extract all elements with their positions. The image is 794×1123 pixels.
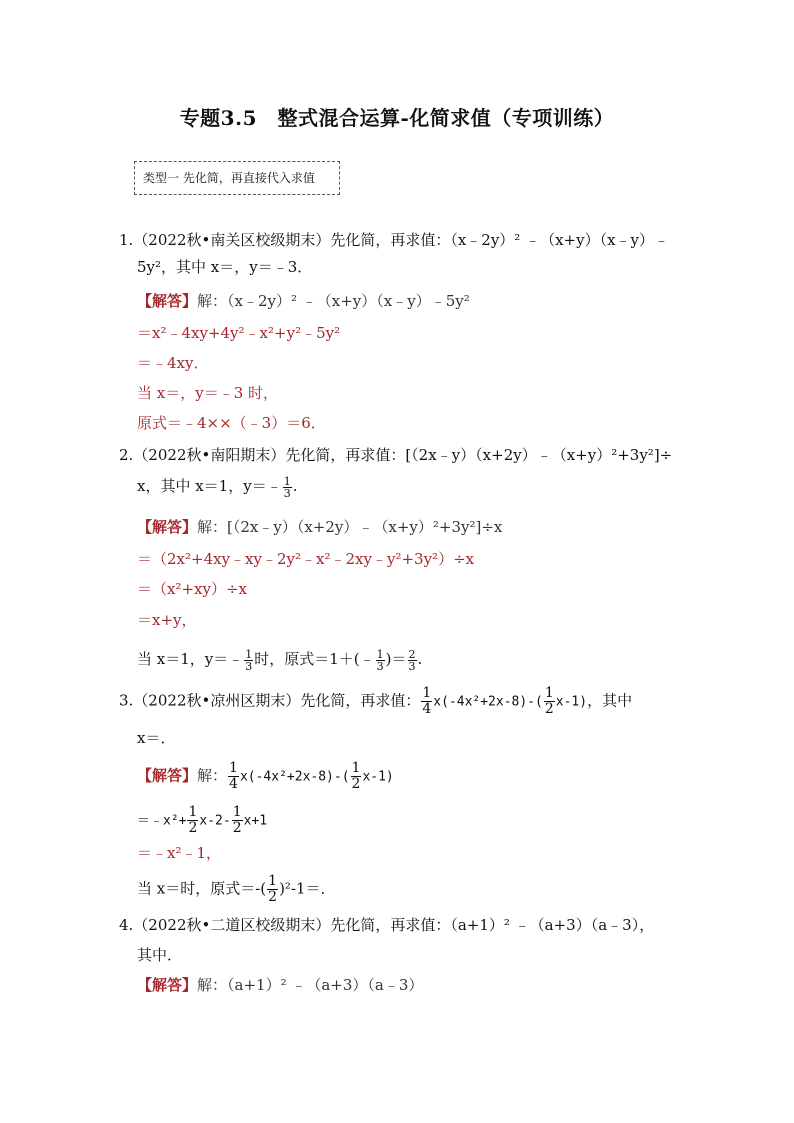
a3-text-b: x-2- [199,813,231,829]
question-2-line-2 [137,475,298,499]
a3-expr-b: x-1) [362,769,394,785]
q3-text-a: 3.（2022秋•凉州区期末）先化简，再求值： [119,691,421,710]
answer-3-line-2 [137,805,267,836]
a3-expr-a: x(-4x²+2x-8)-( [239,769,350,785]
answer-2-line-4: ＝x+y， [137,611,197,629]
question-1-line-2: 5y²，其中 x＝，y＝﹣3． [137,258,313,276]
answer-label: 【解答】 [137,518,198,536]
answer-2-line-1 [137,516,502,538]
fraction: $\frac{1}{3}$ [245,647,253,673]
answer-2-line-5 [137,648,422,672]
fraction: $\frac{1}{2}$ [232,804,242,836]
answer-1-line-5: 原式＝﹣4××（﹣3）＝6． [137,414,326,432]
answer-text: 解： [197,766,228,785]
q3-expr-b: x-1) [555,694,588,710]
a3-text-c: x+1 [243,813,268,829]
question-3-line-2: x＝． [137,729,176,747]
a2-text-c: )＝ [385,650,407,668]
fraction: $\frac{1}{2}$ [544,685,554,717]
page-title: 专题3.5 整式混合运算-化简求值（专项训练） [179,106,615,130]
fraction: $\frac{1}{2}$ [351,760,361,792]
answer-label: 【解答】 [137,292,198,310]
answer-label: 【解答】 [137,976,198,994]
question-1-line-1: 1.（2022秋•南关区校级期末）先化简，再求值：（x﹣2y）² ﹣（x+y）（x﹣y）﹣ [119,231,670,249]
question-3-line-1 [119,686,632,717]
a3-text-d: 当 x＝时，原式＝-( [137,879,267,898]
section-type-box: 类型一 先化简，再直接代入求值 [134,161,340,195]
answer-text: 解：[（2x﹣y）（x+2y）﹣（x+y）²+3y²]÷x [197,518,503,536]
a3-text-a: ＝﹣x²+ [137,813,187,829]
a2-text-b: 时，原式＝1＋(﹣ [254,650,375,668]
answer-1-line-4: 当 x＝，y＝﹣3 时， [137,384,279,402]
answer-3-line-3: ＝﹣x²﹣1， [137,844,222,862]
fraction: $\frac{1}{4}$ [422,685,432,717]
question-2-line-1: 2.（2022秋•南阳期末）先化简，再求值：[（2x﹣y）（x+2y）﹣（x+y）²+3y²]÷ [119,446,673,464]
a3-text-e: )²-1＝． [279,879,336,898]
question-4-line-2: 其中． [137,946,183,964]
answer-3-line-4 [137,874,336,905]
fraction: $\frac{1}{2}$ [188,804,198,836]
answer-1-line-3: ＝﹣4xy． [137,354,209,372]
a2-text-a: 当 x＝1，y＝﹣ [137,650,244,668]
fraction: $\frac{1}{4}$ [229,760,238,792]
q3-expr-a: x(-4x²+2x-8)-( [433,694,543,710]
answer-4-line-1 [137,974,423,996]
answer-1-line-2: ＝x²﹣4xy+4y²﹣x²+y²﹣5y² [137,324,341,342]
fraction: $\frac{1}{2}$ [268,873,278,905]
answer-2-line-3: ＝（x²+xy）÷x [137,580,248,598]
q2-text-b: . [292,477,298,495]
answer-2-line-2: ＝（2x²+4xy﹣xy﹣2y²﹣x²﹣2xy﹣y²+3y²）÷x [137,550,475,568]
fraction: $\frac{2}{3}$ [408,647,416,673]
answer-3-line-1 [137,761,394,792]
q2-text-a: x，其中 x＝1，y＝﹣ [137,477,282,495]
fraction: $\frac{1}{3}$ [376,647,384,673]
answer-text: 解：（x﹣2y）² ﹣（x+y）（x﹣y）﹣5y² [197,292,470,310]
a2-text-d: . [417,650,423,668]
answer-1-line-1 [137,290,470,312]
answer-label: 【解答】 [137,766,198,785]
q3-text-b: ，其中 [587,691,633,710]
fraction: $\frac{1}{3}$ [283,474,291,500]
answer-text: 解：（a+1）² ﹣（a+3）（a﹣3） [197,976,424,994]
question-4-line-1: 4.（2022秋•二道区校级期末）先化简，再求值：（a+1）² ﹣（a+3）（a﹣3）， [119,916,655,934]
